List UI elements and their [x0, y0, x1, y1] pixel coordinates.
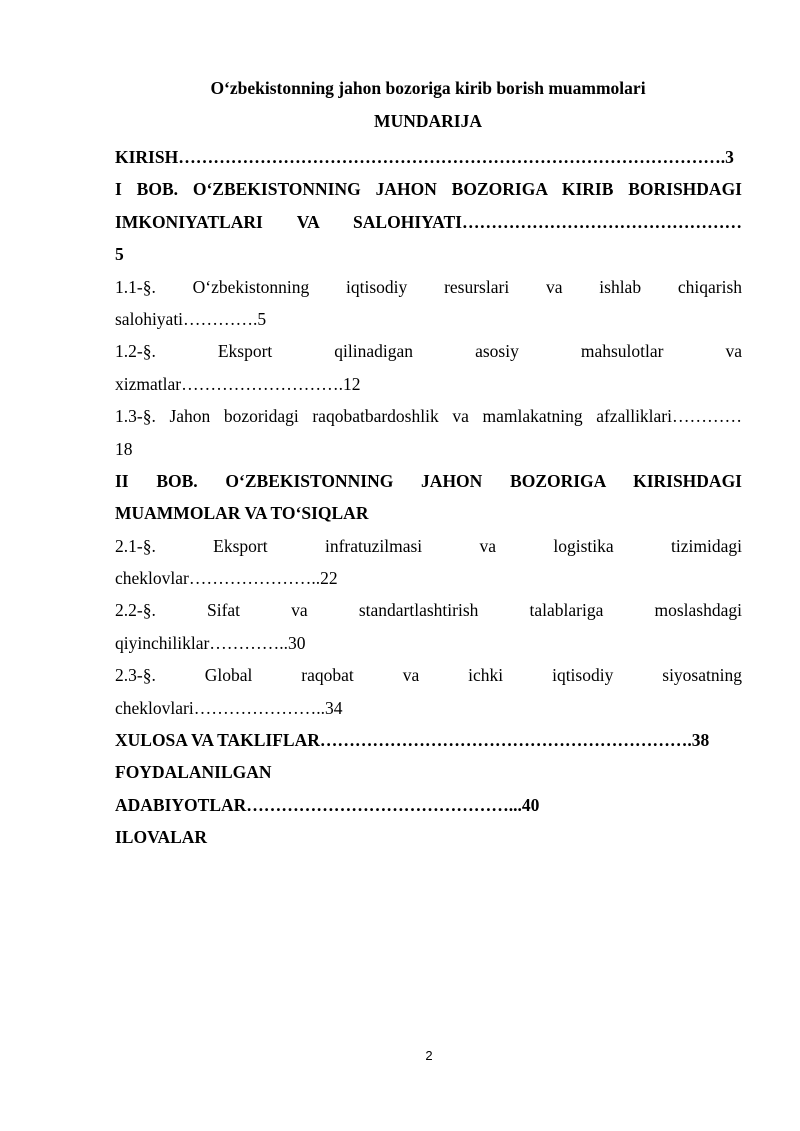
toc-entry-section-1-3 [115, 400, 742, 465]
toc-line: IMKONIYATLARI VA SALOHIYATI………………………………………… [115, 211, 742, 232]
toc-line: 1.1-§. O‘zbekistonning iqtisodiy resurslari va ishlab chiqarish [115, 276, 742, 297]
toc-line: cheklovlar…………………..22 [115, 568, 338, 589]
document-title: O‘zbekistonning jahon bozoriga kirib borish muammolari [210, 78, 646, 98]
toc-entry-section-1-1 [115, 271, 742, 336]
toc-entry-section-2-2 [115, 594, 742, 659]
toc-entry-section-2-3 [115, 659, 742, 724]
toc-line: XULOSA VA TAKLIFLAR……………………………………………………….38 [115, 730, 710, 751]
toc-line: KIRISH………………………………………………………………………………….3 [115, 147, 734, 167]
table-of-contents [115, 141, 742, 854]
toc-line: qiyinchiliklar…………..30 [115, 632, 306, 653]
toc-entry-references [115, 756, 742, 821]
toc-line: MUAMMOLAR VA TO‘SIQLAR [115, 503, 369, 524]
toc-line: 18 [115, 438, 133, 459]
toc-line: 2.3-§. Global raqobat va ichki iqtisodiy siyosatning [115, 665, 742, 686]
toc-entry-chapter-2 [115, 465, 742, 530]
toc-line: ADABIYOTLAR………………………………………...40 [115, 794, 540, 815]
toc-line: salohiyati………….5 [115, 308, 267, 329]
toc-entry-section-1-2 [115, 335, 742, 400]
toc-entry-kirish [115, 141, 742, 173]
toc-line: 1.2-§. Eksport qilinadigan asosiy mahsulotlar va [115, 341, 742, 362]
toc-line: xizmatlar……………………….12 [115, 373, 361, 394]
table-of-contents-heading: MUNDARIJA [374, 111, 482, 131]
toc-line: 1.3-§. Jahon bozoridagi raqobatbardoshlik va mamlakatning afzalliklari………… [115, 406, 742, 427]
toc-line: 2.1-§. Eksport infratuzilmasi va logistika tizimidagi [115, 535, 742, 556]
toc-line: 5 [115, 244, 124, 265]
page-number: 2 [425, 1048, 433, 1063]
toc-line: FOYDALANILGAN [115, 762, 272, 783]
toc-line: II BOB. O‘ZBEKISTONNING JAHON BOZORIGA KIRISHDAGI [115, 470, 742, 491]
toc-line: ILOVALAR [115, 827, 208, 848]
toc-line: I BOB. O‘ZBEKISTONNING JAHON BOZORIGA KIRIB BORISHDAGI [115, 179, 742, 200]
toc-line: cheklovlari…………………..34 [115, 697, 343, 718]
toc-entry-conclusion [115, 724, 742, 756]
toc-entry-chapter-1 [115, 173, 742, 270]
toc-entry-section-2-1 [115, 530, 742, 595]
toc-entry-appendices [115, 821, 742, 853]
toc-line: 2.2-§. Sifat va standartlashtirish talablariga moslashdagi [115, 600, 742, 621]
